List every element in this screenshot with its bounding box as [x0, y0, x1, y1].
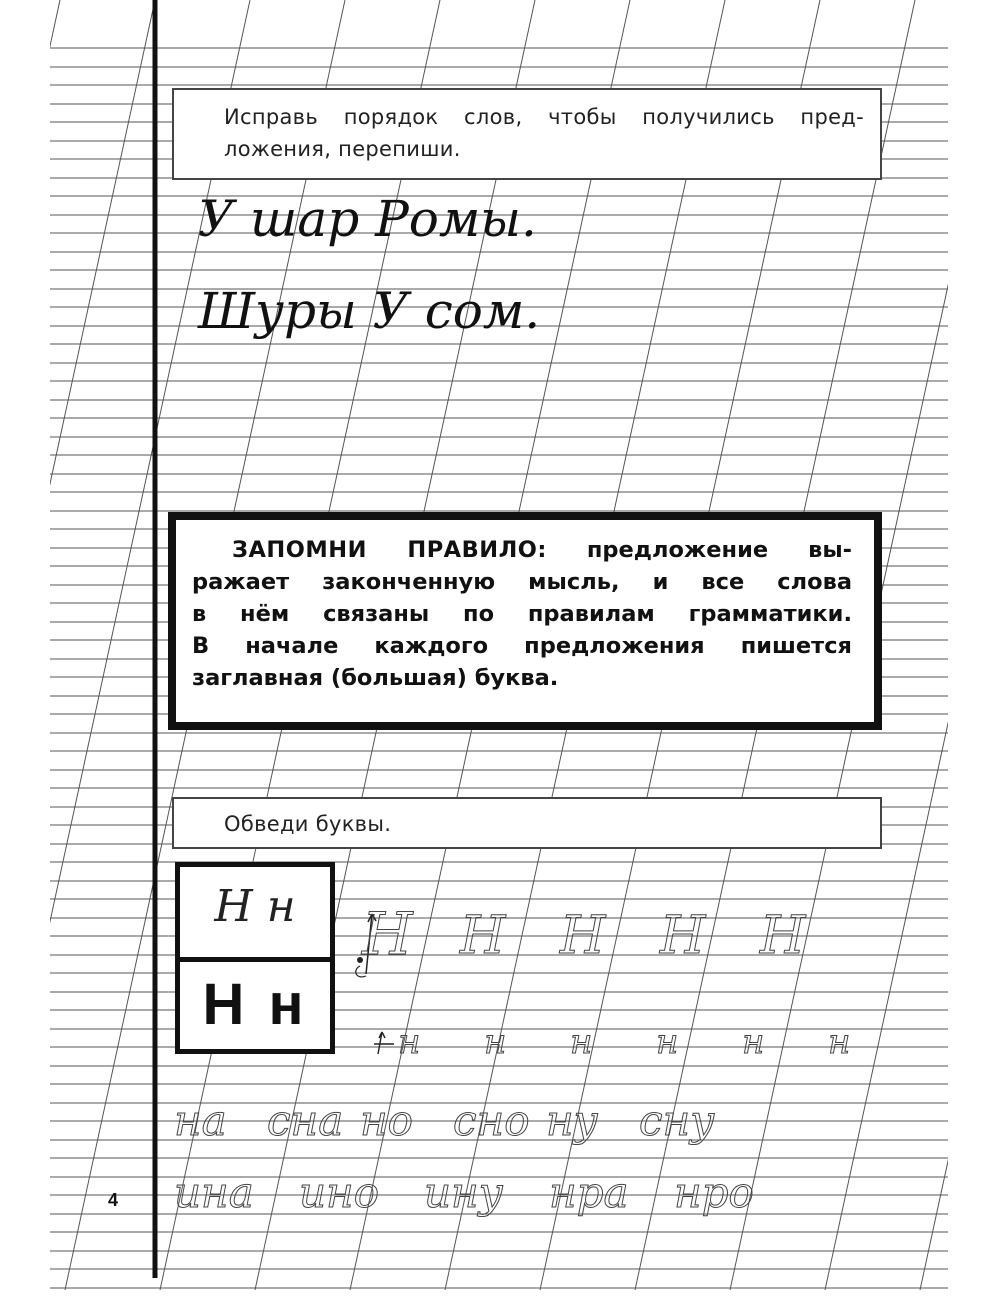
rule-line2: ражает законченную мысль, и все слова — [192, 569, 852, 595]
trace-syllable: но — [360, 1096, 413, 1145]
trace-letter-upper: Н — [560, 906, 606, 966]
trace-syllable: сна — [267, 1096, 344, 1145]
trace-syllable: на — [174, 1096, 227, 1145]
rule-line1: предложение вы- — [586, 537, 852, 563]
letter-card-script: Н н — [214, 881, 296, 932]
task1-instruction-box — [172, 88, 882, 180]
trace-letter-upper: Н — [660, 906, 706, 966]
trace-letter-lower: н — [398, 1022, 421, 1062]
trace-letter-upper: Н — [760, 906, 806, 966]
trace-letter-lower: н — [742, 1022, 765, 1062]
trace-letter-lower: н — [828, 1022, 851, 1062]
rule-heading: ЗАПОМНИ ПРАВИЛО: — [232, 537, 547, 563]
handwritten-sentence-1: У шар Ромы. — [198, 190, 537, 248]
letter-card-divider — [180, 957, 330, 962]
rule-line4: В начале каждого предложения пишется — [192, 633, 852, 659]
letter-card-print: Н н — [202, 972, 308, 1037]
trace-syllable: ино — [299, 1168, 380, 1217]
task2-instruction: Обведи буквы. — [224, 812, 392, 836]
task1-instruction-line2: ложения, перепиши. — [224, 137, 461, 161]
trace-syllable: нра — [549, 1168, 629, 1217]
slant-line — [920, 0, 1000, 1290]
trace-letter-upper: Н — [460, 906, 506, 966]
stroke-order-arrows-small-icon — [370, 1028, 400, 1058]
slant-line — [0, 0, 60, 1290]
rule-line3: в нём связаны по правилам грамматики. — [192, 601, 852, 627]
trace-syllable: ну — [546, 1096, 599, 1145]
rule-line5: заглавная (большая) буква. — [192, 665, 559, 691]
trace-letter-lower: н — [484, 1022, 507, 1062]
handwritten-sentence-2: Шуры У сом. — [198, 282, 541, 340]
task2-instruction-box — [172, 797, 882, 849]
trace-syllable: сно — [453, 1096, 530, 1145]
rule-box — [168, 512, 882, 730]
letter-card — [175, 862, 335, 1054]
trace-letter-lower: н — [570, 1022, 593, 1062]
task1-instruction-line1: Исправь порядок слов, чтобы получились пред- — [224, 105, 864, 129]
rule-text — [192, 534, 852, 694]
slant-line — [0, 0, 155, 1290]
trace-syllable: сну — [639, 1096, 715, 1145]
trace-syllable: ину — [424, 1168, 504, 1217]
trace-syllable: ина — [174, 1168, 254, 1217]
trace-letter-upper: Н — [362, 900, 413, 968]
trace-letter-lower: н — [656, 1022, 679, 1062]
page-number: 4 — [108, 1190, 119, 1210]
trace-syllable: нро — [674, 1168, 754, 1217]
